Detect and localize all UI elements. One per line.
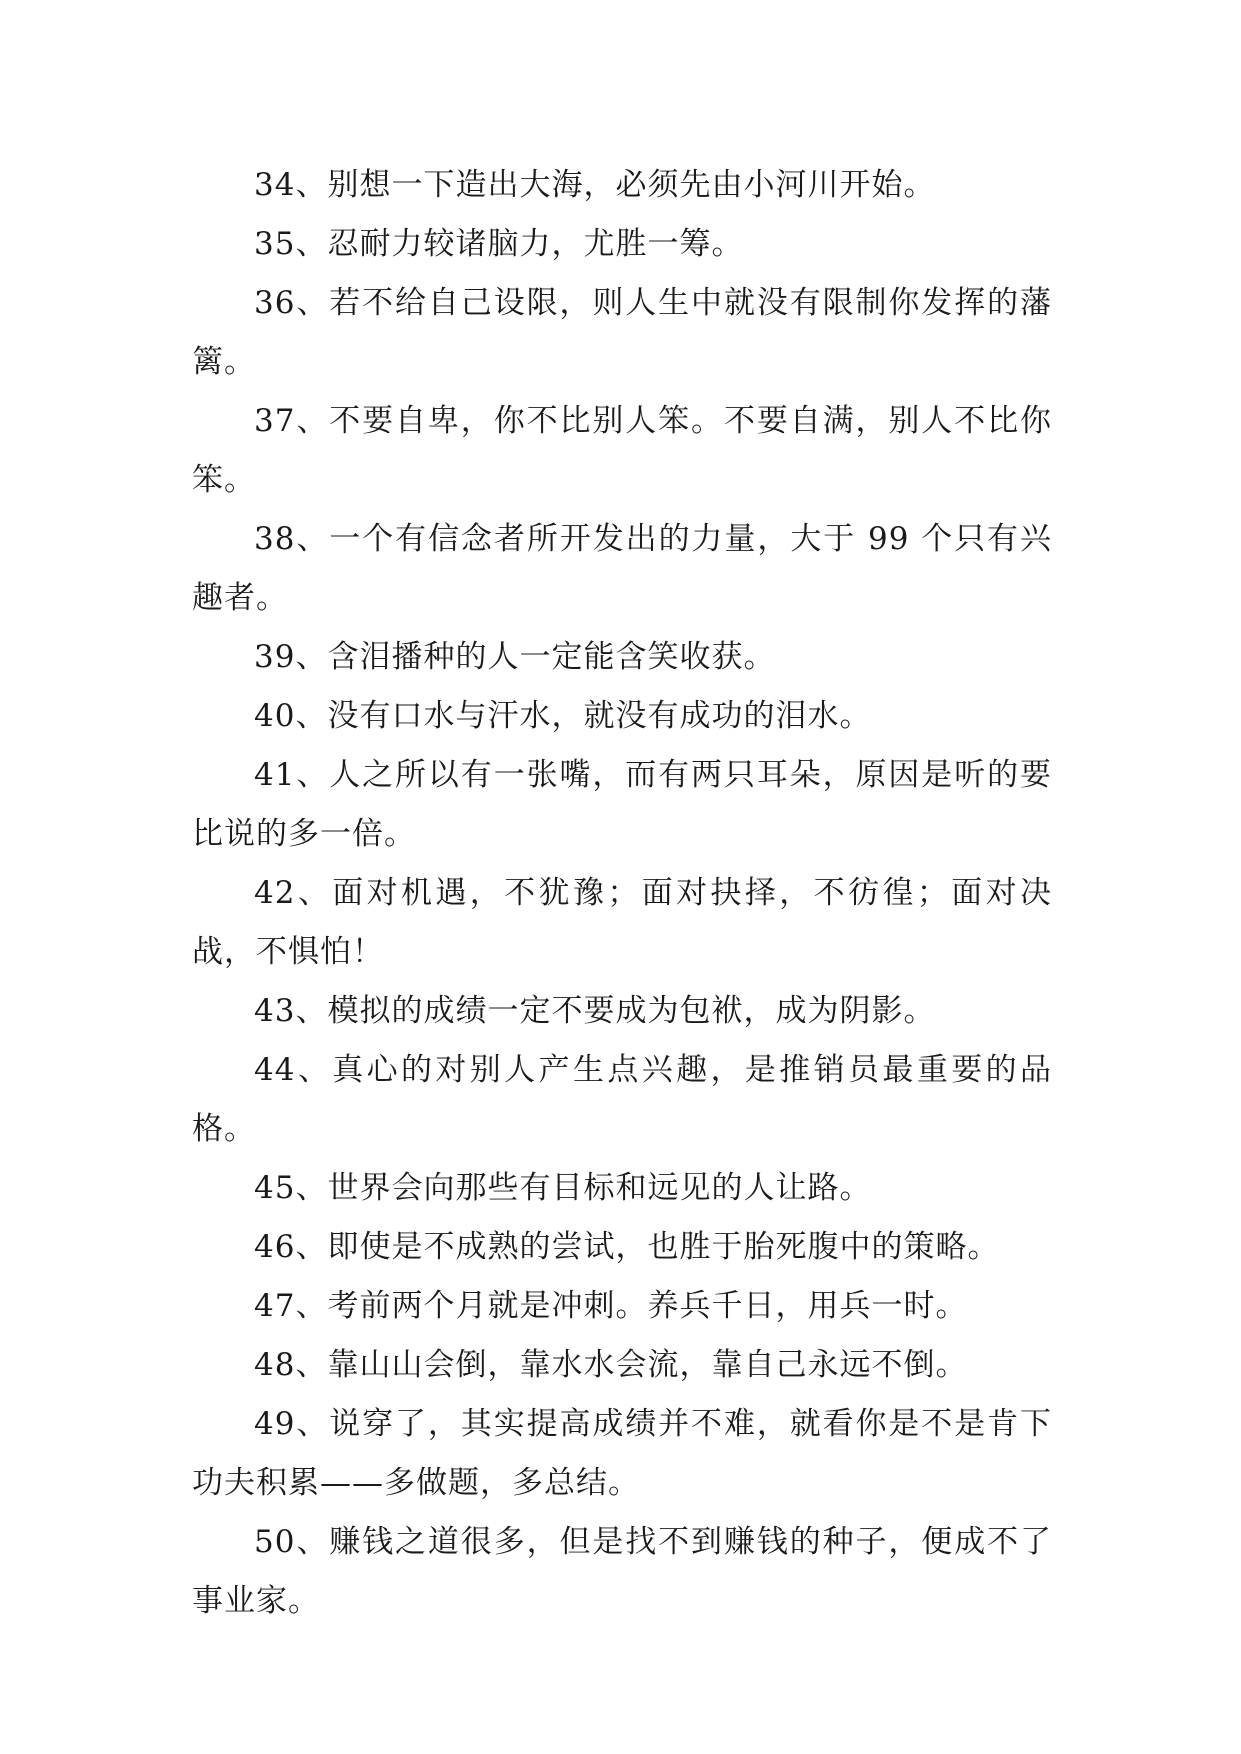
paragraph-41: 41、人之所以有一张嘴，而有两只耳朵，原因是听的要比说的多一倍。 bbox=[192, 757, 1052, 852]
paragraph-34: 34、别想一下造出大海，必须先由小河川开始。 bbox=[254, 167, 936, 203]
paragraph-38: 38、一个有信念者所开发出的力量，大于 99 个只有兴趣者。 bbox=[192, 521, 1052, 616]
paragraph-43: 43、模拟的成绩一定不要成为包袱，成为阴影。 bbox=[254, 993, 936, 1029]
paragraph-46: 46、即使是不成熟的尝试，也胜于胎死腹中的策略。 bbox=[254, 1229, 1000, 1265]
paragraph-40: 40、没有口水与汗水，就没有成功的泪水。 bbox=[254, 698, 872, 734]
paragraph-37: 37、不要自卑，你不比别人笨。不要自满，别人不比你笨。 bbox=[192, 403, 1052, 498]
paragraph-47: 47、考前两个月就是冲刺。养兵千日，用兵一时。 bbox=[254, 1288, 968, 1324]
paragraph-45: 45、世界会向那些有目标和远见的人让路。 bbox=[254, 1170, 872, 1206]
paragraph-48: 48、靠山山会倒，靠水水会流，靠自己永远不倒。 bbox=[254, 1347, 968, 1383]
paragraph-49: 49、说穿了，其实提高成绩并不难，就看你是不是肯下功夫积累——多做题，多总结。 bbox=[192, 1406, 1052, 1501]
paragraph-44: 44、真心的对别人产生点兴趣，是推销员最重要的品格。 bbox=[192, 1052, 1052, 1147]
paragraph-39: 39、含泪播种的人一定能含笑收获。 bbox=[254, 639, 776, 675]
document-body bbox=[192, 156, 1052, 1631]
paragraph-50: 50、赚钱之道很多，但是找不到赚钱的种子，便成不了事业家。 bbox=[192, 1524, 1052, 1619]
paragraph-35: 35、忍耐力较诸脑力，尤胜一筹。 bbox=[254, 226, 744, 262]
paragraph-42: 42、面对机遇，不犹豫；面对抉择，不彷徨；面对决战，不惧怕！ bbox=[192, 875, 1052, 970]
paragraph-36: 36、若不给自己设限，则人生中就没有限制你发挥的藩篱。 bbox=[192, 285, 1052, 380]
